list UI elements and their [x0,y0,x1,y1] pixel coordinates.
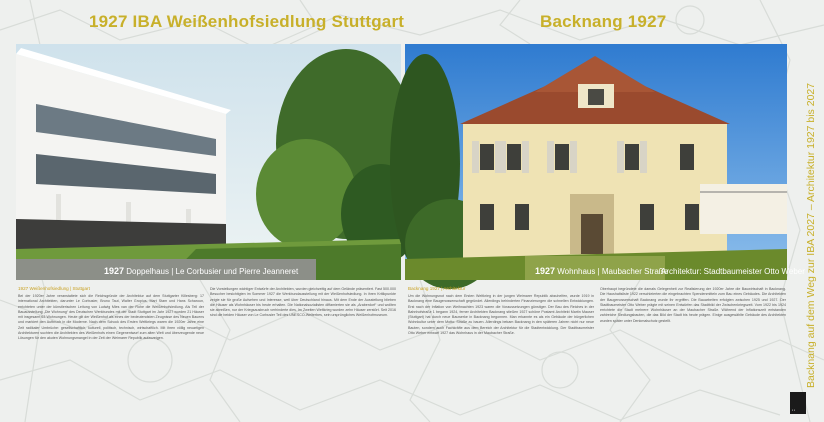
right-text-column-2: Oberhaupt begründete die damals Gelegenheit zur Realisierung der 1920er Jahre die Bauwirtschaft in Backnang. Die Haushaltsliste 1922 verschleierten die eingebrachten Spendenmitteln zum Bau eines Gebäudes. Die Architekten der Baugenossenschaft Backnang wurde ihr ergriffen. Die Bauarbeiten erfolgten zwischen 1925 und 1927. Der Stadtbaumeister Otto Weber prägte mit seinen Entwürfen das Stadtbild der Zwischenkriegszeit. Vom 1922 bis 1924 errichtete die Stadt mehrere Wohnhäuser an der Maubacher Straße. Während der Inflationszeit entstanden zahlreiche Siedlungsbauten, die das Bild der Stadt bis heute prägen. Einige ausgewählte Gebäude des Architekten wurden später unter Denkmalschutz gestellt. [600,287,786,323]
weissenhof-house-image [16,44,401,280]
vertical-title [800,26,820,388]
right-caption-year: 1927 [535,266,556,276]
left-photo-caption [104,266,298,276]
left-text-column-1: Bei der 1920er Jahre veranstaltete sich die Reichsgründe der Architektur auf dem Stuttgarter Killesberg: 17 international Architekten, darunter Le Corbusier, Bruno Taut, Walter Gropius, Mart Stam und Hans Scharoun, errichteten unter der künstlerischen Leitung von Ludwig Mies van der Rohe die Weißenhofsiedlung. Als Teil der Bauausstellung „Die Wohnung“ des Deutschen Werkbundes mit der Stadt Stuttgart im Jahr 1927 wurden 21 Häuser mit insgesamt 63 Wohnungen. Heute gilt der Weißenhof als eines der bedeutendsten Zeugnisse des Neuen Bauens und markiert den Aufbruch in die Moderne. Nach dem Schock des Ersten Weltkriegs waren die 1920er Jahre eine Zeit radikaler Umbrüche: gesellschaftlich, kulturell, politisch, technisch, wirtschaftlich. Mit ihren völlig neuartigen Architekturen suchten die Architekten des Weißenhofs einen Gegenentwurf zum alten Welt und überzeugende neue Lösungen für den akuten Wohnungsmangel in der Zeit der Weimarer Republik aufzuzeigen. [18,294,204,341]
right-title: Backnang 1927 [540,12,667,31]
left-text-subtitle: 1927 Weißenhofsiedlung | Stuttgart [18,286,90,291]
left-text-column-2: Die Vorstellungen wichtiger Entwürfe der Architekten, wurden gleichzeitig auf dem Gelände präsentiert. Fast 500.000 Besucher besichtigten im Sommer 1927 die Werkbundausstellung mit der Weißenhofsiedlung. In ihren Kritikpunkte zeigte sie für große Aufsehen und Interesse, weil über Deutschland hinaus. Mit dem Ende der Ausstellung blieben die Häuser als Wohnhäuser bis heute erhalten. Die Nationalsozialisten diffamierten sie als „Araberdorf“ und wollten sie abreißen, nur der Kriegsausbruch verhinderte dies. Im Zweiten Weltkrieg wurden zehn Häuser zerstört. Seit 2016 sind die beiden Häuser von Le Corbusier Teil des UNESCO-Welterbes, sein ursprüngliches Weißenhofmuseum. [210,287,396,318]
vertical-title-text: Backnang auf dem Weg zur IBA 2027 – Architektur 1927 bis 2027 [805,82,817,388]
left-caption-year: 1927 [104,266,125,276]
right-caption-architect: Architektur: Stadtbaumeister Otto Weber [661,267,805,276]
left-caption-text: Doppelhaus | Le Corbusier und Pierre Jeanneret [126,267,299,276]
right-photo-caption [535,266,668,276]
left-photo [16,44,401,280]
right-photo [405,44,805,280]
right-text-column-1: Um die Wohnungsnot nach dem Ersten Weltkrieg in der jungen Weimarer Republik abzuhelfen, wurde 1919 in Backnang eine Baugenossenschaft gegründet. Allerdings behinderten Finanzierungen die schnellen Entwicklungen. Erst nach der Inflation von Weihnachten 1923 waren die Voraussetzungen günstiger. Der Bau des Reiches in der Bahnhofstraße 1 begann 1924, ferner Architekten Backnang stießen 1927 schöne Postamt Architekt Martin Mauser (Stuttgart) hat durch neue Bauwerke in Backnang begonnen. Man erkannte es als ein Gebäude der bürgerlichen Wohnkultur unter dem Motto: Straße zu bauen. Allerdings bekam Backnang in den späteren Jahren nicht nur neue Bauten, sondern auch Fachkräfte aus dem Bereich der Architektur für die Stadtentwicklung. Der Stadtbaumeister Otto Weber entwarf 1927 das Wohnhaus in der Maubacher Straße. [408,294,594,336]
publisher-logo: ▪ ▪ [790,392,806,414]
right-caption-text: Wohnhaus | Maubacher Straße [557,267,669,276]
left-title: 1927 IBA Weißenhofsiedlung Stuttgart [89,12,405,31]
right-text-subtitle: Backnang 1927 | Architektur [408,286,466,291]
backnang-house-image [405,44,787,280]
